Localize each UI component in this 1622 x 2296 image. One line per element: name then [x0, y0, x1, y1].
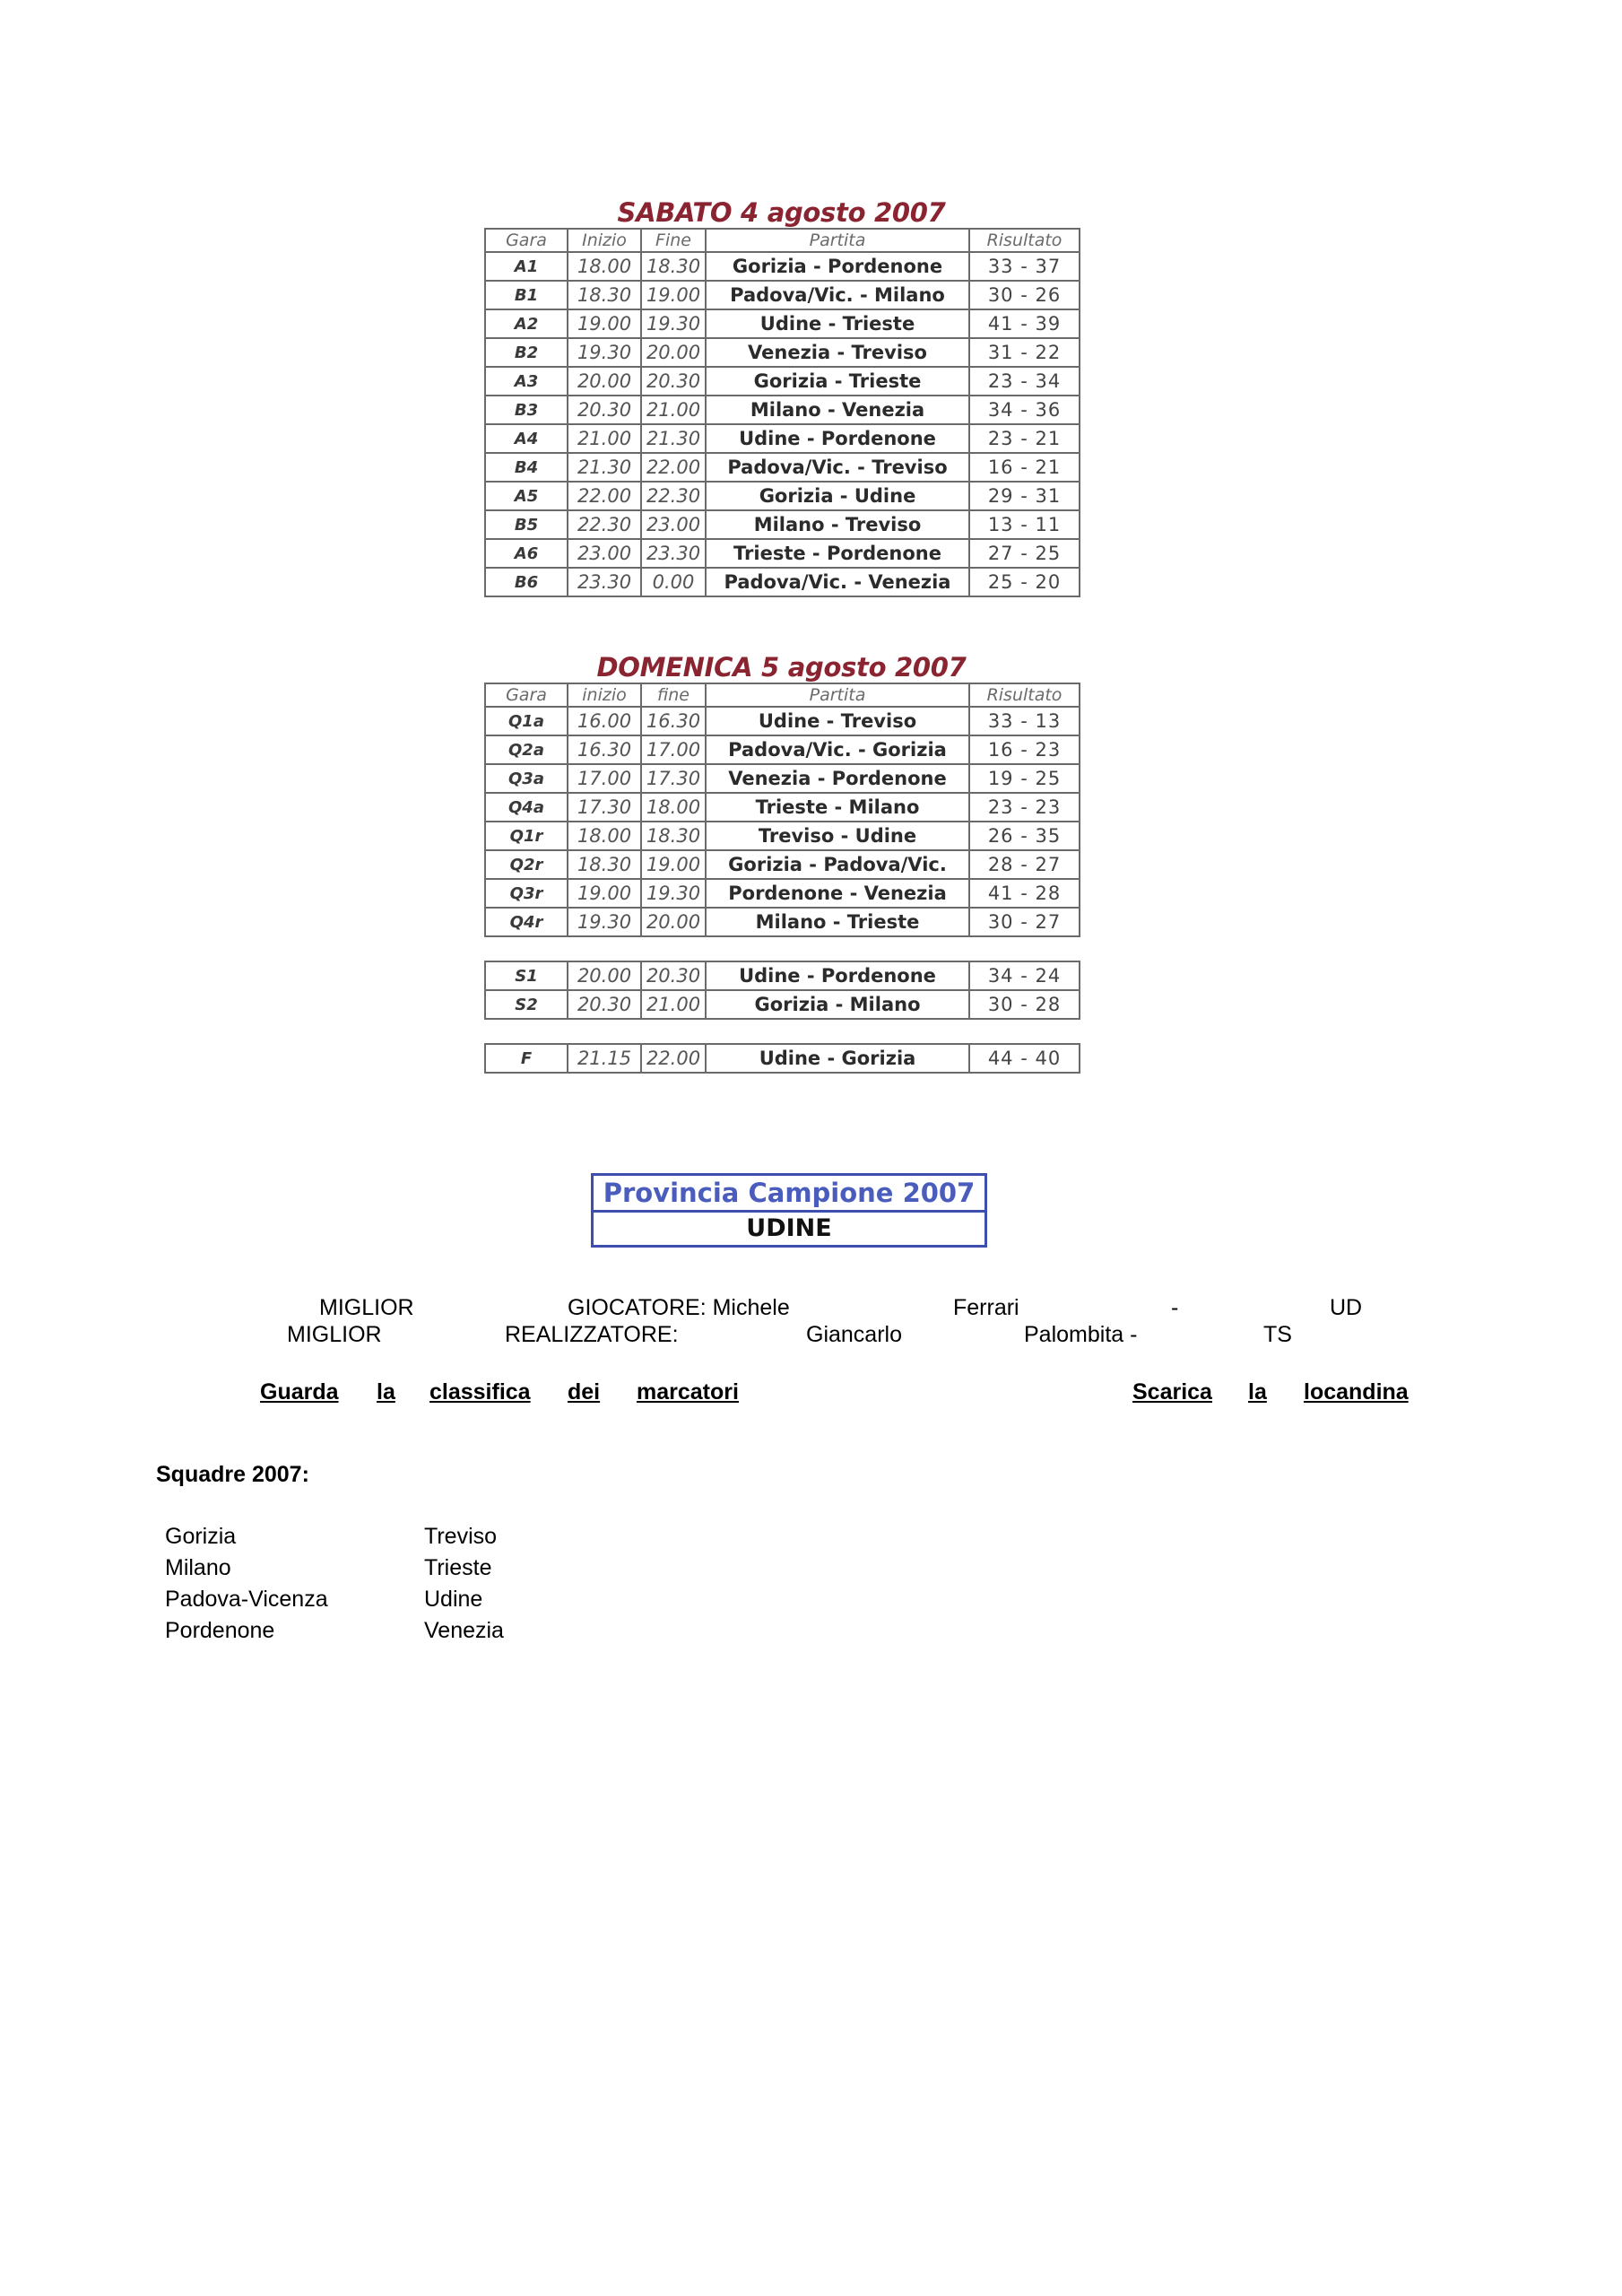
match-result: 44 - 40	[969, 1044, 1080, 1073]
table-row	[485, 338, 1080, 367]
final-table	[484, 1043, 1080, 1074]
match-teams: Venezia - Treviso	[706, 338, 969, 367]
start-time: 18.30	[568, 850, 641, 879]
sunday-title: DOMENICA 5 agosto 2007	[596, 652, 967, 683]
match-id: B4	[485, 453, 568, 482]
team-item: Padova-Vicenza	[165, 1587, 328, 1612]
table-row	[485, 568, 1080, 596]
match-result: 27 - 25	[969, 539, 1080, 568]
table-row	[485, 1044, 1080, 1073]
start-time: 20.00	[568, 961, 641, 990]
match-id: B3	[485, 396, 568, 424]
match-id: B1	[485, 281, 568, 309]
start-time: 16.30	[568, 735, 641, 764]
best-player-word-2: GIOCATORE: Michele	[568, 1295, 790, 1320]
match-id: F	[485, 1044, 568, 1073]
best-player-word-3: Ferrari	[953, 1295, 1019, 1320]
scorers-link-word-1[interactable]: Guarda	[260, 1379, 339, 1405]
start-time: 20.30	[568, 396, 641, 424]
table-row	[485, 539, 1080, 568]
table-row	[485, 281, 1080, 309]
start-time: 19.00	[568, 309, 641, 338]
champion-value: UDINE	[746, 1214, 832, 1242]
match-teams: Gorizia - Milano	[706, 990, 969, 1019]
start-time: 21.00	[568, 424, 641, 453]
best-scorer-word-4: Palombita -	[1024, 1322, 1138, 1347]
end-time: 20.30	[641, 367, 706, 396]
match-id: Q2r	[485, 850, 568, 879]
match-teams: Gorizia - Pordenone	[706, 252, 969, 281]
match-result: 30 - 26	[969, 281, 1080, 309]
start-time: 21.30	[568, 453, 641, 482]
column-header: fine	[641, 683, 706, 707]
poster-link-word-2[interactable]: la	[1248, 1379, 1267, 1405]
sunday-table	[484, 683, 1080, 937]
champion-label: Provincia Campione 2007	[594, 1176, 984, 1213]
column-header: Fine	[641, 229, 706, 252]
match-id: A4	[485, 424, 568, 453]
best-scorer-word-2: REALIZZATORE:	[505, 1322, 679, 1347]
teams-heading: Squadre 2007:	[156, 1462, 309, 1487]
match-result: 29 - 31	[969, 482, 1080, 510]
table-row	[485, 879, 1080, 908]
scorers-link-word-2[interactable]: la	[377, 1379, 395, 1405]
scorers-link-word-5[interactable]: marcatori	[637, 1379, 739, 1405]
start-time: 22.00	[568, 482, 641, 510]
table-row	[485, 908, 1080, 936]
match-id: Q3a	[485, 764, 568, 793]
table-row	[485, 482, 1080, 510]
start-time: 17.30	[568, 793, 641, 822]
end-time: 20.00	[641, 338, 706, 367]
match-id: Q3r	[485, 879, 568, 908]
match-teams: Gorizia - Trieste	[706, 367, 969, 396]
match-result: 33 - 37	[969, 252, 1080, 281]
match-teams: Milano - Trieste	[706, 908, 969, 936]
match-teams: Udine - Trieste	[706, 309, 969, 338]
match-result: 23 - 34	[969, 367, 1080, 396]
match-teams: Milano - Treviso	[706, 510, 969, 539]
match-teams: Trieste - Milano	[706, 793, 969, 822]
match-id: Q1a	[485, 707, 568, 735]
end-time: 23.00	[641, 510, 706, 539]
match-result: 23 - 21	[969, 424, 1080, 453]
match-id: A5	[485, 482, 568, 510]
end-time: 21.00	[641, 396, 706, 424]
column-header: Gara	[485, 229, 568, 252]
end-time: 17.00	[641, 735, 706, 764]
best-player-word-1: MIGLIOR	[319, 1295, 414, 1320]
match-result: 31 - 22	[969, 338, 1080, 367]
saturday-table	[484, 228, 1080, 597]
start-time: 16.00	[568, 707, 641, 735]
start-time: 18.00	[568, 822, 641, 850]
team-item: Trieste	[424, 1555, 492, 1580]
table-row	[485, 764, 1080, 793]
team-item: Milano	[165, 1555, 231, 1580]
end-time: 22.00	[641, 453, 706, 482]
match-id: A6	[485, 539, 568, 568]
start-time: 23.00	[568, 539, 641, 568]
match-teams: Gorizia - Padova/Vic.	[706, 850, 969, 879]
start-time: 18.30	[568, 281, 641, 309]
start-time: 18.00	[568, 252, 641, 281]
match-id: B6	[485, 568, 568, 596]
match-id: Q2a	[485, 735, 568, 764]
table-row	[485, 793, 1080, 822]
table-row	[485, 453, 1080, 482]
match-result: 33 - 13	[969, 707, 1080, 735]
scorers-link-word-3[interactable]: classifica	[429, 1379, 531, 1405]
match-id: Q4r	[485, 908, 568, 936]
match-result: 28 - 27	[969, 850, 1080, 879]
match-teams: Udine - Treviso	[706, 707, 969, 735]
match-result: 19 - 25	[969, 764, 1080, 793]
match-id: B2	[485, 338, 568, 367]
start-time: 23.30	[568, 568, 641, 596]
poster-link-word-3[interactable]: locandina	[1304, 1379, 1409, 1405]
start-time: 17.00	[568, 764, 641, 793]
start-time: 20.30	[568, 990, 641, 1019]
best-scorer-word-1: MIGLIOR	[287, 1322, 382, 1347]
column-header: Gara	[485, 683, 568, 707]
saturday-schedule	[484, 197, 1079, 597]
match-teams: Milano - Venezia	[706, 396, 969, 424]
end-time: 20.30	[641, 961, 706, 990]
match-result: 30 - 27	[969, 908, 1080, 936]
match-result: 13 - 11	[969, 510, 1080, 539]
start-time: 19.30	[568, 338, 641, 367]
semifinals-table	[484, 961, 1080, 1020]
team-item: Treviso	[424, 1524, 498, 1549]
match-id: A2	[485, 309, 568, 338]
match-result: 26 - 35	[969, 822, 1080, 850]
end-time: 21.30	[641, 424, 706, 453]
match-result: 41 - 28	[969, 879, 1080, 908]
column-header: Inizio	[568, 229, 641, 252]
match-teams: Udine - Pordenone	[706, 961, 969, 990]
champion-box	[591, 1173, 987, 1248]
match-id: S1	[485, 961, 568, 990]
match-teams: Padova/Vic. - Treviso	[706, 453, 969, 482]
end-time: 22.00	[641, 1044, 706, 1073]
column-header: Partita	[706, 229, 969, 252]
sunday-schedule	[484, 652, 1079, 1074]
match-teams: Treviso - Udine	[706, 822, 969, 850]
match-teams: Padova/Vic. - Milano	[706, 281, 969, 309]
end-time: 0.00	[641, 568, 706, 596]
match-teams: Udine - Pordenone	[706, 424, 969, 453]
end-time: 22.30	[641, 482, 706, 510]
column-header: Partita	[706, 683, 969, 707]
poster-link-word-1[interactable]: Scarica	[1132, 1379, 1212, 1405]
match-id: Q4a	[485, 793, 568, 822]
match-result: 16 - 21	[969, 453, 1080, 482]
match-result: 25 - 20	[969, 568, 1080, 596]
match-id: S2	[485, 990, 568, 1019]
end-time: 23.30	[641, 539, 706, 568]
start-time: 19.30	[568, 908, 641, 936]
end-time: 19.30	[641, 879, 706, 908]
match-result: 16 - 23	[969, 735, 1080, 764]
table-row	[485, 424, 1080, 453]
column-header: inizio	[568, 683, 641, 707]
team-item: Gorizia	[165, 1524, 237, 1549]
team-item: Pordenone	[165, 1618, 275, 1643]
start-time: 22.30	[568, 510, 641, 539]
scorers-link-word-4[interactable]: dei	[568, 1379, 601, 1405]
end-time: 18.00	[641, 793, 706, 822]
end-time: 21.00	[641, 990, 706, 1019]
table-row	[485, 396, 1080, 424]
best-scorer-word-3: Giancarlo	[806, 1322, 902, 1347]
table-row	[485, 309, 1080, 338]
match-teams: Trieste - Pordenone	[706, 539, 969, 568]
table-row	[485, 822, 1080, 850]
best-scorer-word-5: TS	[1263, 1322, 1292, 1347]
table-row	[485, 707, 1080, 735]
end-time: 16.30	[641, 707, 706, 735]
table-row	[485, 510, 1080, 539]
match-result: 41 - 39	[969, 309, 1080, 338]
start-time: 20.00	[568, 367, 641, 396]
end-time: 18.30	[641, 822, 706, 850]
match-teams: Gorizia - Udine	[706, 482, 969, 510]
table-row	[485, 735, 1080, 764]
start-time: 21.15	[568, 1044, 641, 1073]
match-result: 34 - 36	[969, 396, 1080, 424]
team-item: Udine	[424, 1587, 483, 1612]
match-teams: Padova/Vic. - Gorizia	[706, 735, 969, 764]
match-id: A3	[485, 367, 568, 396]
table-header-row	[485, 229, 1080, 252]
best-player-word-5: UD	[1330, 1295, 1363, 1320]
table-row	[485, 850, 1080, 879]
start-time: 19.00	[568, 879, 641, 908]
end-time: 19.00	[641, 850, 706, 879]
end-time: 18.30	[641, 252, 706, 281]
match-teams: Padova/Vic. - Venezia	[706, 568, 969, 596]
column-header: Risultato	[969, 229, 1080, 252]
match-result: 34 - 24	[969, 961, 1080, 990]
end-time: 19.30	[641, 309, 706, 338]
saturday-title: SABATO 4 agosto 2007	[617, 197, 946, 228]
best-player-word-4: -	[1171, 1295, 1179, 1320]
match-result: 23 - 23	[969, 793, 1080, 822]
match-teams: Venezia - Pordenone	[706, 764, 969, 793]
team-item: Venezia	[424, 1618, 504, 1643]
match-teams: Udine - Gorizia	[706, 1044, 969, 1073]
end-time: 20.00	[641, 908, 706, 936]
match-id: Q1r	[485, 822, 568, 850]
table-row	[485, 367, 1080, 396]
match-id: B5	[485, 510, 568, 539]
table-row	[485, 961, 1080, 990]
table-header-row	[485, 683, 1080, 707]
column-header: Risultato	[969, 683, 1080, 707]
match-id: A1	[485, 252, 568, 281]
table-row	[485, 990, 1080, 1019]
end-time: 19.00	[641, 281, 706, 309]
table-row	[485, 252, 1080, 281]
end-time: 17.30	[641, 764, 706, 793]
match-result: 30 - 28	[969, 990, 1080, 1019]
match-teams: Pordenone - Venezia	[706, 879, 969, 908]
